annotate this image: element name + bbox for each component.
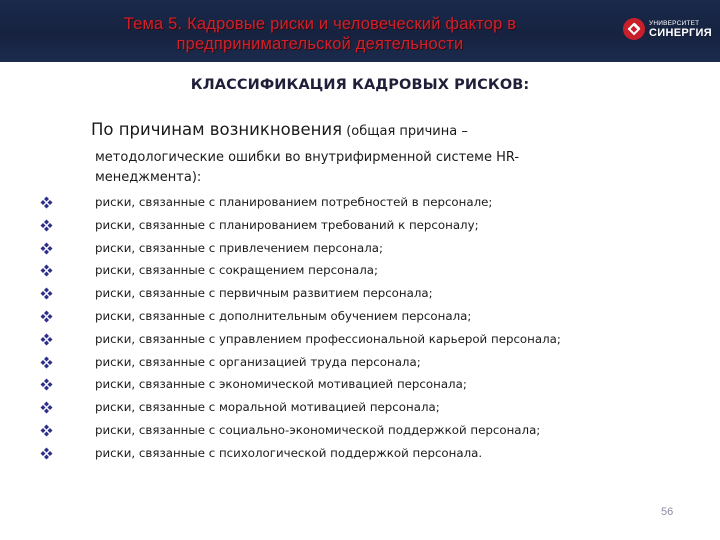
cause-heading-note: (общая причина – [342,124,468,139]
logo-synergy-text: СИНЕРГИЯ [649,27,712,39]
risk-text: риски, связанные с привлечением персонала; [95,240,383,255]
risk-text: риски, связанные с планированием потребностей в персонале; [95,195,493,209]
risk-text: риски, связанные с дополнительным обучением персонала; [95,308,472,323]
diamond-clover-bullet-icon [40,356,53,369]
slide-title-line-1: Тема 5. Кадровые риски и человеческий фактор в [123,15,517,33]
risk-text: риски, связанные с экономической мотивацией персонала; [95,377,467,392]
risk-text: риски, связанные с психологической поддержкой персонала. [95,445,483,460]
risk-text: риски, связанные с организацией труда персонала; [95,354,421,369]
diamond-clover-bullet-icon [40,310,53,323]
diamond-clover-bullet-icon [40,333,53,346]
cause-heading-continuation: методологические ошибки во внутрифирменной системе HR-менеджмента): [95,150,520,185]
diamond-clover-bullet-icon [40,447,53,460]
diamond-clover-bullet-icon [40,242,53,255]
section-title: КЛАССИФИКАЦИЯ КАДРОВЫХ РИСКОВ: [190,77,530,93]
risk-text: риски, связанные с моральной мотивацией персонала; [95,400,440,415]
slide-header [0,0,720,62]
risk-text: риски, связанные с первичным развитием персонала; [95,286,433,301]
diamond-clover-bullet-icon [40,196,53,209]
synergy-logo [623,14,712,46]
diamond-clover-bullet-icon [40,264,53,277]
risk-text: риски, связанные с планированием требований к персоналу; [95,217,479,232]
risk-text: риски, связанные с социально-экономической поддержкой персонала; [95,422,541,437]
diamond-clover-bullet-icon [40,219,53,232]
diamond-clover-bullet-icon [40,287,53,300]
diamond-clover-bullet-icon [40,401,53,414]
slide-title-line-2: предпринимательской деятельности [176,35,464,53]
page-number: 56 [661,506,674,518]
diamond-clover-bullet-icon [40,378,53,391]
logo-university-text: УНИВЕРСИТЕТ [649,20,700,27]
cause-heading [91,120,468,139]
diamond-clover-bullet-icon [40,424,53,437]
risk-text: риски, связанные с управлением профессиональной карьерой персонала; [95,331,561,346]
synergy-logo-mark-icon [623,18,645,40]
slide-title [60,14,580,54]
risk-text: риски, связанные с сокращением персонала; [95,263,379,278]
cause-heading-main: По причинам возникновения [91,120,343,139]
